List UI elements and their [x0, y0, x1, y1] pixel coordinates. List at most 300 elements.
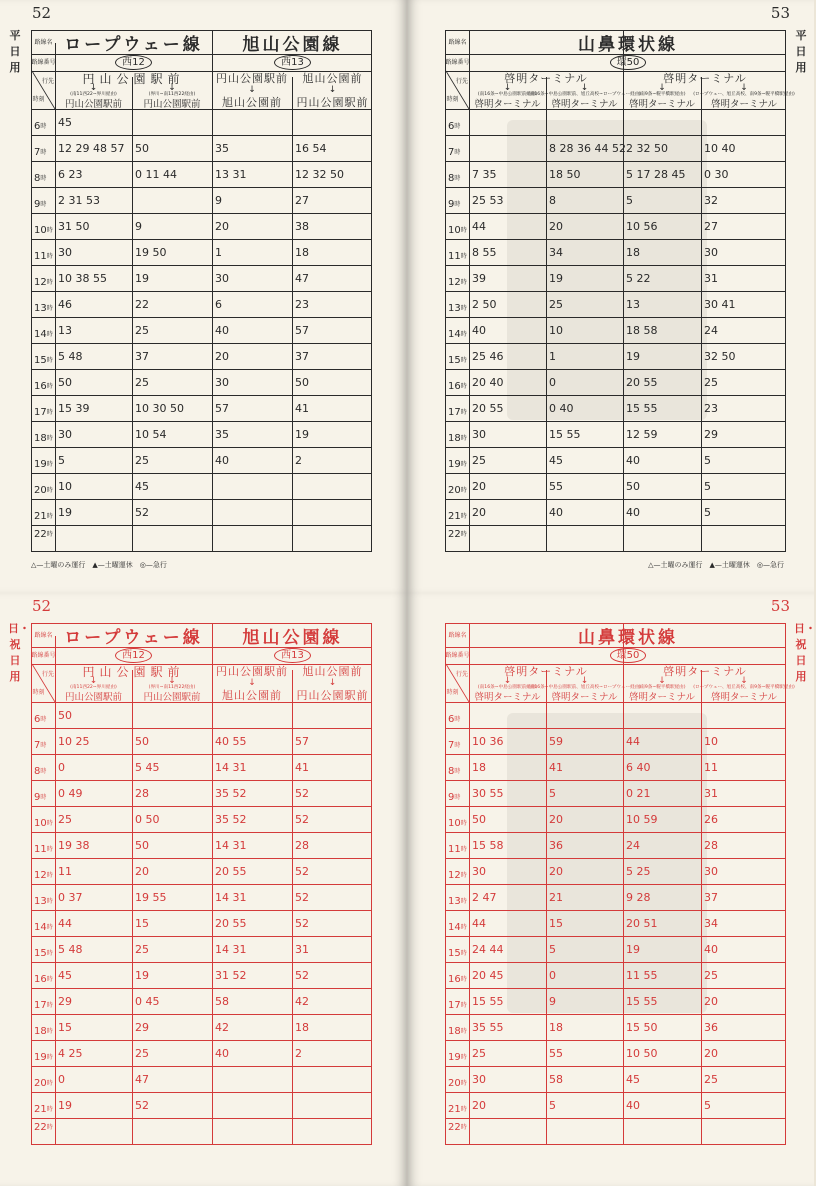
line-name-header: 路線名 [34, 632, 53, 639]
time-cell: 15 55 [549, 427, 581, 441]
hour-number: 8 [34, 766, 41, 777]
time-cell: 18 [549, 1020, 563, 1034]
row-divider [32, 1040, 371, 1041]
time-cell: 31 [295, 942, 309, 956]
hour-number: 15 [448, 355, 461, 366]
row-divider [32, 525, 371, 526]
hour-number: 18 [448, 433, 461, 444]
down-arrow-icon: ↓ [248, 677, 256, 688]
time-cell: 5 [704, 1098, 711, 1112]
time-cell [701, 1118, 787, 1136]
time-cell: 5 [704, 505, 711, 519]
hour-suffix: 時 [46, 331, 53, 338]
hour-suffix: 時 [460, 531, 467, 538]
hour-number: 19 [448, 1052, 461, 1063]
row-divider [32, 187, 371, 188]
time-cell: 30 [704, 245, 718, 259]
time-cell: 41 [295, 401, 309, 415]
time-cell: 41 [295, 760, 309, 774]
row-divider [446, 858, 785, 859]
hour-number: 15 [448, 948, 461, 959]
via-note: (南11西22~界川経由) [70, 685, 117, 691]
terminal-name: 旭山公園前 [222, 688, 282, 702]
route-number-header: 路線番号 [31, 652, 56, 659]
time-cell: 15 55 [626, 401, 658, 415]
down-arrow-icon: ↓ [740, 83, 748, 93]
time-cell: 31 [704, 271, 718, 285]
time-cell: 45 [549, 453, 563, 467]
side-label: 平日用 [795, 29, 807, 74]
hour-suffix: 時 [454, 201, 461, 208]
hour-label [446, 161, 469, 187]
hour-number: 12 [34, 277, 47, 288]
hour-label [446, 1092, 469, 1118]
time-cell: 19 [626, 349, 640, 363]
hour-suffix: 時 [46, 976, 53, 983]
hour-number: 7 [34, 147, 41, 158]
hour-label [446, 317, 469, 343]
column-divider [701, 77, 702, 551]
hour-number: 21 [34, 1104, 47, 1115]
hour-suffix: 時 [40, 175, 47, 182]
dest-header: 行先 [41, 670, 54, 678]
hour-suffix: 時 [460, 513, 467, 520]
time-cell [55, 1118, 132, 1136]
hour-number: 16 [448, 381, 461, 392]
time-cell: 20 45 [472, 968, 504, 982]
hour-label [446, 291, 469, 317]
hour-suffix: 時 [46, 872, 53, 879]
time-cell: 15 [549, 916, 563, 930]
time-cell: 19 [135, 968, 149, 982]
time-cell: 9 [215, 193, 222, 207]
time-cell: 26 [704, 812, 718, 826]
down-arrow-icon: ↓ [328, 84, 337, 95]
hour-label [32, 1040, 55, 1066]
time-cell: 0 [549, 968, 556, 982]
hour-suffix: 時 [454, 149, 461, 156]
column-divider [623, 31, 624, 551]
time-cell: 57 [295, 734, 309, 748]
via-note: (南16条~中島公園駅前、旭丘高校~ロープウェー経由) [527, 685, 642, 691]
hour-suffix: 時 [46, 227, 53, 234]
row-divider [446, 988, 785, 989]
hour-label [32, 291, 55, 317]
hour-suffix: 時 [460, 1028, 467, 1035]
time-cell: 52 [295, 968, 309, 982]
hour-suffix: 時 [460, 950, 467, 957]
time-cell: 20 [472, 479, 486, 493]
time-cell: 0 37 [58, 890, 83, 904]
side-label: 日・祝日用 [8, 622, 30, 683]
time-cell [469, 702, 546, 728]
terminal-name: 円山公園駅前 [296, 95, 369, 109]
time-cell: 25 [704, 968, 718, 982]
hour-label [446, 369, 469, 395]
time-cell: 20 55 [215, 916, 247, 930]
hour-label [32, 988, 55, 1014]
holiday-right-page [407, 593, 814, 1186]
hour-number: 10 [34, 818, 47, 829]
time-cell [55, 525, 132, 543]
time-cell: 19 [626, 942, 640, 956]
time-cell: 9 [549, 994, 556, 1008]
dest-header: 行先 [41, 77, 54, 85]
row-divider [446, 135, 785, 136]
hour-number: 7 [448, 147, 455, 158]
terminal-name: 啓明ターミナル [474, 692, 541, 703]
time-cell: 6 40 [626, 760, 651, 774]
time-cell: 52 [135, 1098, 149, 1112]
time-cell: 5 48 [58, 942, 83, 956]
row-divider [32, 910, 371, 911]
via-note: (南11西22~界川経由) [70, 92, 117, 98]
hour-label [446, 962, 469, 988]
hour-label [32, 187, 55, 213]
hour-number: 15 [34, 948, 47, 959]
header-divider [32, 109, 371, 110]
hour-number: 14 [448, 922, 461, 933]
row-divider [446, 728, 785, 729]
row-divider [32, 421, 371, 422]
hour-suffix: 時 [40, 742, 47, 749]
time-cell: 14 31 [215, 760, 247, 774]
hour-suffix: 時 [46, 820, 53, 827]
time-cell: 19 [135, 271, 149, 285]
down-arrow-icon: ↓ [658, 83, 666, 93]
time-cell: 45 [135, 479, 149, 493]
time-cell: 16 54 [295, 141, 327, 155]
time-cell: 32 50 [704, 349, 736, 363]
time-cell: 2 [295, 453, 302, 467]
time-cell [546, 1118, 623, 1136]
time-cell: 15 [58, 1020, 72, 1034]
line-name-header: 路線名 [448, 632, 467, 639]
page-number: 52 [32, 597, 52, 615]
down-arrow-icon: ↓ [89, 83, 98, 93]
hour-label [446, 265, 469, 291]
hour-suffix: 時 [454, 794, 461, 801]
time-cell [212, 473, 292, 499]
row-divider [446, 213, 785, 214]
time-cell: 5 [58, 453, 65, 467]
row-divider [32, 473, 371, 474]
time-cell: 0 50 [135, 812, 160, 826]
hour-label [446, 988, 469, 1014]
time-cell: 22 [135, 297, 149, 311]
hour-suffix: 時 [460, 279, 467, 286]
row-divider [446, 499, 785, 500]
hour-suffix: 時 [46, 305, 53, 312]
hour-number: 19 [34, 459, 47, 470]
time-cell: 35 [215, 427, 229, 441]
column-divider [55, 43, 56, 551]
time-cell [623, 109, 701, 135]
hour-suffix: 時 [454, 123, 461, 130]
time-cell: 15 39 [58, 401, 90, 415]
time-cell: 19 [58, 1098, 72, 1112]
time-cell [292, 109, 373, 135]
time-cell: 0 49 [58, 786, 83, 800]
column-divider [292, 670, 293, 1144]
hour-suffix: 時 [460, 872, 467, 879]
time-cell: 10 25 [58, 734, 90, 748]
column-divider [701, 670, 702, 1144]
dest-header: 行先 [455, 77, 468, 85]
time-cell: 25 [135, 1046, 149, 1060]
time-cell [546, 525, 623, 543]
hour-number: 9 [34, 199, 41, 210]
row-divider [32, 884, 371, 885]
hour-suffix: 時 [460, 253, 467, 260]
hour-label [446, 395, 469, 421]
time-cell: 10 59 [626, 812, 658, 826]
time-cell [292, 1092, 373, 1118]
time-cell: 44 [472, 916, 486, 930]
time-cell: 40 [704, 942, 718, 956]
time-cell: 30 [472, 427, 486, 441]
hour-number: 9 [34, 792, 41, 803]
hour-suffix: 時 [460, 1002, 467, 1009]
header-divider [446, 109, 785, 110]
destination-group: 啓明ターミナル [663, 72, 747, 85]
hour-suffix: 時 [460, 924, 467, 931]
time-cell: 31 [704, 786, 718, 800]
time-cell: 55 [549, 1046, 563, 1060]
time-cell: 28 [135, 786, 149, 800]
hour-suffix: 時 [460, 305, 467, 312]
time-cell [292, 1066, 373, 1092]
hour-suffix: 時 [454, 768, 461, 775]
down-arrow-icon: ↓ [248, 84, 256, 95]
time-cell: 23 [704, 401, 718, 415]
hour-number: 16 [34, 381, 47, 392]
down-arrow-icon: ↓ [580, 83, 589, 93]
time-cell [292, 702, 373, 728]
time-cell [212, 1118, 292, 1136]
time-cell: 8 [549, 193, 556, 207]
hour-suffix: 時 [460, 1080, 467, 1087]
time-cell [292, 1118, 373, 1136]
weekday-left-page [0, 0, 407, 593]
time-cell: 35 [215, 141, 229, 155]
hour-suffix: 時 [46, 435, 53, 442]
time-cell: 29 [58, 994, 72, 1008]
page-number: 52 [32, 4, 52, 22]
terminal-name: 啓明ターミナル [710, 692, 778, 703]
time-cell: 30 [704, 864, 718, 878]
time-cell: 6 23 [58, 167, 83, 181]
row-divider [446, 291, 785, 292]
time-cell: 2 50 [472, 297, 497, 311]
time-cell: 25 [472, 453, 486, 467]
time-cell: 40 [626, 1098, 640, 1112]
destination-ropeway: 円山公園駅前 [82, 71, 185, 86]
hour-number: 9 [448, 199, 455, 210]
row-divider [32, 135, 371, 136]
hour-number: 11 [34, 251, 47, 262]
hour-label [32, 806, 55, 832]
row-divider [446, 1040, 785, 1041]
row-divider [32, 1118, 371, 1119]
hour-label [446, 525, 469, 543]
route-number-header: 路線番号 [445, 652, 470, 659]
hour-label [446, 1040, 469, 1066]
row-divider [446, 239, 785, 240]
time-cell: 19 50 [135, 245, 167, 259]
hour-number: 14 [448, 329, 461, 340]
hour-suffix: 時 [46, 1054, 53, 1061]
destination: 旭山公園前 [302, 72, 363, 85]
hour-label [32, 447, 55, 473]
time-cell [132, 187, 212, 213]
hour-number: 13 [34, 896, 47, 907]
time-cell: 52 [295, 864, 309, 878]
time-cell: 41 [549, 760, 563, 774]
time-cell: 45 [58, 115, 72, 129]
time-cell: 18 [626, 245, 640, 259]
time-cell: 30 41 [704, 297, 736, 311]
time-cell: 20 [472, 505, 486, 519]
hour-suffix: 時 [46, 461, 53, 468]
time-cell: 40 [626, 453, 640, 467]
row-divider [32, 161, 371, 162]
hour-suffix: 時 [46, 1002, 53, 1009]
time-cell: 37 [704, 890, 718, 904]
time-cell: 19 55 [135, 890, 167, 904]
time-cell: 0 [549, 375, 556, 389]
hour-suffix: 時 [454, 175, 461, 182]
row-divider [446, 317, 785, 318]
hour-label [446, 780, 469, 806]
time-cell: 10 [58, 479, 72, 493]
row-divider [32, 369, 371, 370]
time-header: 時刻 [32, 95, 45, 103]
time-cell: 18 50 [549, 167, 581, 181]
via-note: (南9条~幌平橋駅経由) [638, 92, 686, 98]
time-cell: 40 [215, 453, 229, 467]
via-note: (南9条~幌平橋駅経由) [638, 685, 686, 691]
down-arrow-icon: ↓ [658, 676, 666, 686]
hour-label [32, 343, 55, 369]
hour-label [446, 858, 469, 884]
time-cell: 52 [295, 786, 309, 800]
row-divider [446, 447, 785, 448]
hour-number: 12 [448, 870, 461, 881]
time-cell: 20 40 [472, 375, 504, 389]
terminal-name: 円山公園駅前 [64, 99, 122, 110]
hour-number: 20 [448, 1078, 461, 1089]
destination: 円山公園駅前 [216, 72, 288, 85]
column-divider [55, 636, 56, 1144]
row-divider [32, 239, 371, 240]
hour-number: 11 [448, 251, 461, 262]
hour-label [446, 447, 469, 473]
time-cell: 4 25 [58, 1046, 83, 1060]
time-cell: 20 55 [626, 375, 658, 389]
column-divider [132, 670, 133, 1144]
hour-number: 8 [448, 766, 455, 777]
route-number: 環50 [610, 648, 647, 663]
hour-suffix: 時 [460, 331, 467, 338]
hour-label [446, 239, 469, 265]
down-arrow-icon: ↓ [168, 83, 176, 93]
hour-label [32, 936, 55, 962]
time-cell: 50 [58, 708, 72, 722]
row-divider [32, 317, 371, 318]
hour-label [32, 109, 55, 135]
row-divider [32, 343, 371, 344]
route-badge-nishi13 [212, 647, 373, 664]
terminal-name: 円山公園駅前 [143, 99, 201, 110]
route-badge-nishi13 [212, 54, 373, 71]
time-cell: 50 [135, 141, 149, 155]
hour-label [32, 421, 55, 447]
hour-number: 9 [448, 792, 455, 803]
time-cell: 38 [295, 219, 309, 233]
time-cell: 44 [58, 916, 72, 930]
terminal-name: 啓明ターミナル [551, 99, 618, 110]
hour-number: 6 [448, 121, 455, 132]
hour-number: 17 [448, 407, 461, 418]
hour-label [32, 702, 55, 728]
hour-suffix: 時 [46, 409, 53, 416]
hour-number: 17 [34, 407, 47, 418]
hour-suffix: 時 [460, 461, 467, 468]
time-cell: 19 [549, 271, 563, 285]
hour-number: 10 [448, 818, 461, 829]
time-cell: 0 [58, 760, 65, 774]
time-cell: 27 [704, 219, 718, 233]
time-cell [132, 109, 212, 135]
terminal-name: 円山公園駅前 [64, 692, 122, 703]
time-cell: 14 31 [215, 838, 247, 852]
time-cell: 24 [704, 323, 718, 337]
hour-number: 17 [34, 1000, 47, 1011]
time-cell: 25 [58, 812, 72, 826]
hour-number: 15 [34, 355, 47, 366]
time-cell: 20 [135, 864, 149, 878]
time-cell: 13 31 [215, 167, 247, 181]
time-cell: 25 [549, 297, 563, 311]
hour-suffix: 時 [454, 716, 461, 723]
hour-number: 10 [34, 225, 47, 236]
timetable [31, 623, 372, 1145]
hour-suffix: 時 [40, 201, 47, 208]
hour-number: 20 [34, 485, 47, 496]
time-cell: 40 [472, 323, 486, 337]
time-cell [132, 702, 212, 728]
terminal-name: 啓明ターミナル [474, 99, 541, 110]
time-cell: 5 45 [135, 760, 160, 774]
row-divider [32, 265, 371, 266]
down-arrow-icon: ↓ [89, 676, 98, 686]
side-label: 平日用 [9, 29, 21, 74]
hour-label [446, 832, 469, 858]
time-cell: 14 31 [215, 942, 247, 956]
time-cell: 19 38 [58, 838, 90, 852]
hour-suffix: 時 [460, 1106, 467, 1113]
route-number: 西12 [115, 648, 152, 663]
row-divider [32, 499, 371, 500]
time-cell: 5 17 28 45 [626, 167, 686, 181]
hour-suffix: 時 [460, 383, 467, 390]
hour-number: 16 [34, 974, 47, 985]
column-divider [469, 43, 470, 551]
line-name-asahiyama: 旭山公園線 [242, 35, 343, 55]
column-divider [546, 670, 547, 1144]
row-divider [32, 832, 371, 833]
